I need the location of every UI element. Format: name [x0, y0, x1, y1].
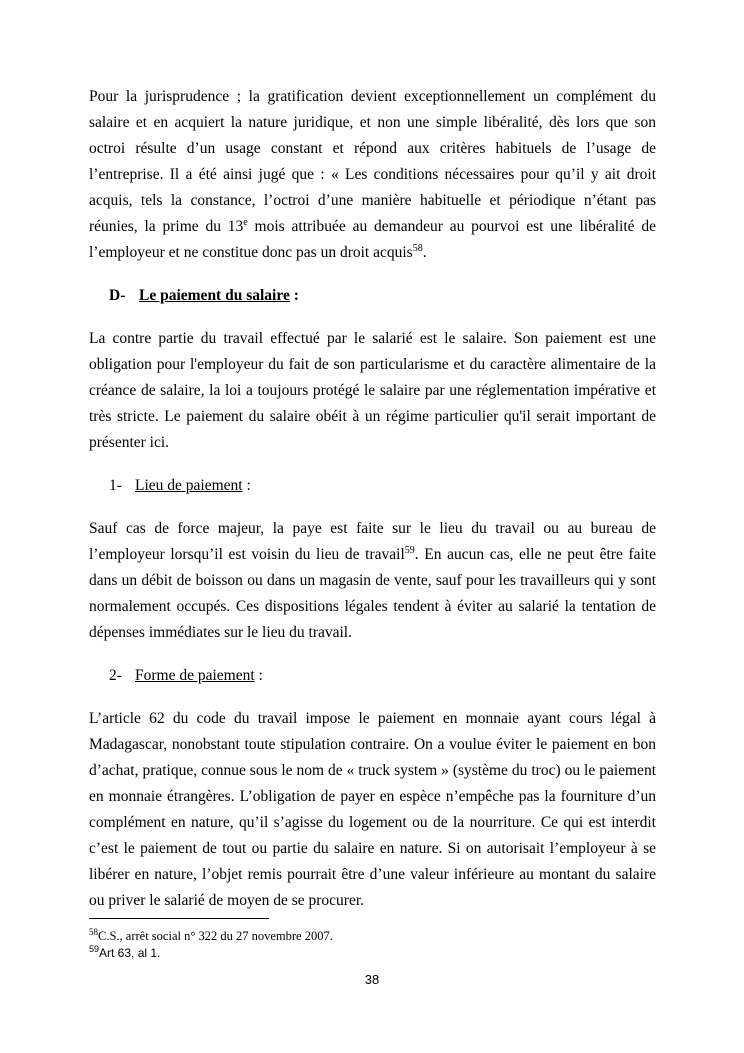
heading-title: Forme de paiement: [135, 667, 255, 684]
paragraph-text: Pour la jurisprudence ; la gratification devient exceptionnellement un complément du salaire et en acquiert la nature juridique, et non une simple libéralité, dès lors que son octroi résulte d’un usage constant et répond aux critères habituels de l’usage de l’entreprise. Il a été ainsi jugé que : « Les conditions nécessaires pour qu’il y ait droit acquis, tels la constance, l’octroi d’une manière habituelle et périodique n’étant pas réunies, la prime du 13: [89, 88, 656, 235]
paragraph-lieu-de-paiement: [89, 516, 656, 646]
footnote-text: Art 63, al 1.: [99, 946, 161, 960]
page-content: [89, 84, 656, 931]
footnote-marker-58: 58: [89, 926, 98, 937]
paragraph-text: Sauf cas de force majeur, la paye est faite sur le lieu du travail ou au bureau de l’employeur lorsqu’il est voisin du lieu de travail: [89, 520, 656, 563]
heading-letter: D-: [109, 287, 126, 304]
heading-number: 1-: [109, 477, 122, 494]
footnote-59: [89, 945, 656, 962]
paragraph-contrepartie: La contre partie du travail effectué par le salarié est le salaire. Son paiement est une obligation pour l'employeur du fait de son particularisme et du caractère alimentaire de la créance de salaire, la loi a toujours protégé le salaire par une réglementation impérative et très stricte. Le paiement du salaire obéit à un régime particulier qu'il serait important de présenter ici.: [89, 330, 656, 451]
paragraph-forme-de-paiement: L’article 62 du code du travail impose le paiement en monnaie ayant cours légal à Madagascar, nonobstant toute stipulation contraire. On a voulue éviter le paiement en bon d’achat, pratique, connue sous le nom de « truck system » (système du troc) ou le paiement en monnaie étrangères. L’obligation de payer en espèce n’empêche pas la fourniture d’un complément en nature, qu’il s’agisse du logement ou de la nourriture. Ce qui est interdit c’est le paiement de tout ou partie du salaire en nature. Si on autorisait l’employeur à se libérer en nature, l’objet remis pourrait être d’une valeur inférieure au montant du salaire ou priver le salarié de moyen de se procurer.: [89, 710, 656, 909]
paragraph-jurisprudence: [89, 84, 656, 266]
footnote-area: [89, 918, 656, 962]
heading-number: 2-: [109, 667, 122, 684]
heading-colon: :: [242, 477, 251, 494]
paragraph-text: .: [422, 244, 427, 261]
heading-forme-de-paiement: [89, 663, 656, 689]
heading-colon: :: [289, 287, 299, 304]
footnote-marker-59: 59: [89, 944, 100, 954]
footnote-separator: [89, 918, 269, 919]
heading-title: Lieu de paiement: [135, 477, 243, 494]
paragraph-text: mois attribuée au demandeur au pourvoi est une libéralité de l’employeur et ne constitue donc pas un droit acquis: [89, 218, 656, 261]
footnote-reference-59: 59: [404, 544, 415, 556]
heading-title: Le paiement du salaire: [139, 287, 290, 304]
paragraph-text: . En aucun cas, elle ne peut être faite dans un débit de boisson ou dans un magasin de vente, sauf pour les travailleurs qui y sont normalement occupés. Ces dispositions légales tendent à éviter au salarié la tentation de dépenses immédiates sur le lieu du travail.: [89, 546, 656, 641]
heading-paiement-du-salaire: [89, 283, 656, 309]
heading-colon: :: [254, 667, 263, 684]
superscript-ordinal: e: [243, 216, 248, 228]
footnote-text: C.S., arrêt social n° 322 du 27 novembre 2007.: [98, 929, 333, 943]
page-number: 38: [364, 972, 380, 987]
footnote-58: [89, 928, 656, 945]
heading-lieu-de-paiement: [89, 473, 656, 499]
footnote-reference-58: 58: [412, 242, 423, 254]
